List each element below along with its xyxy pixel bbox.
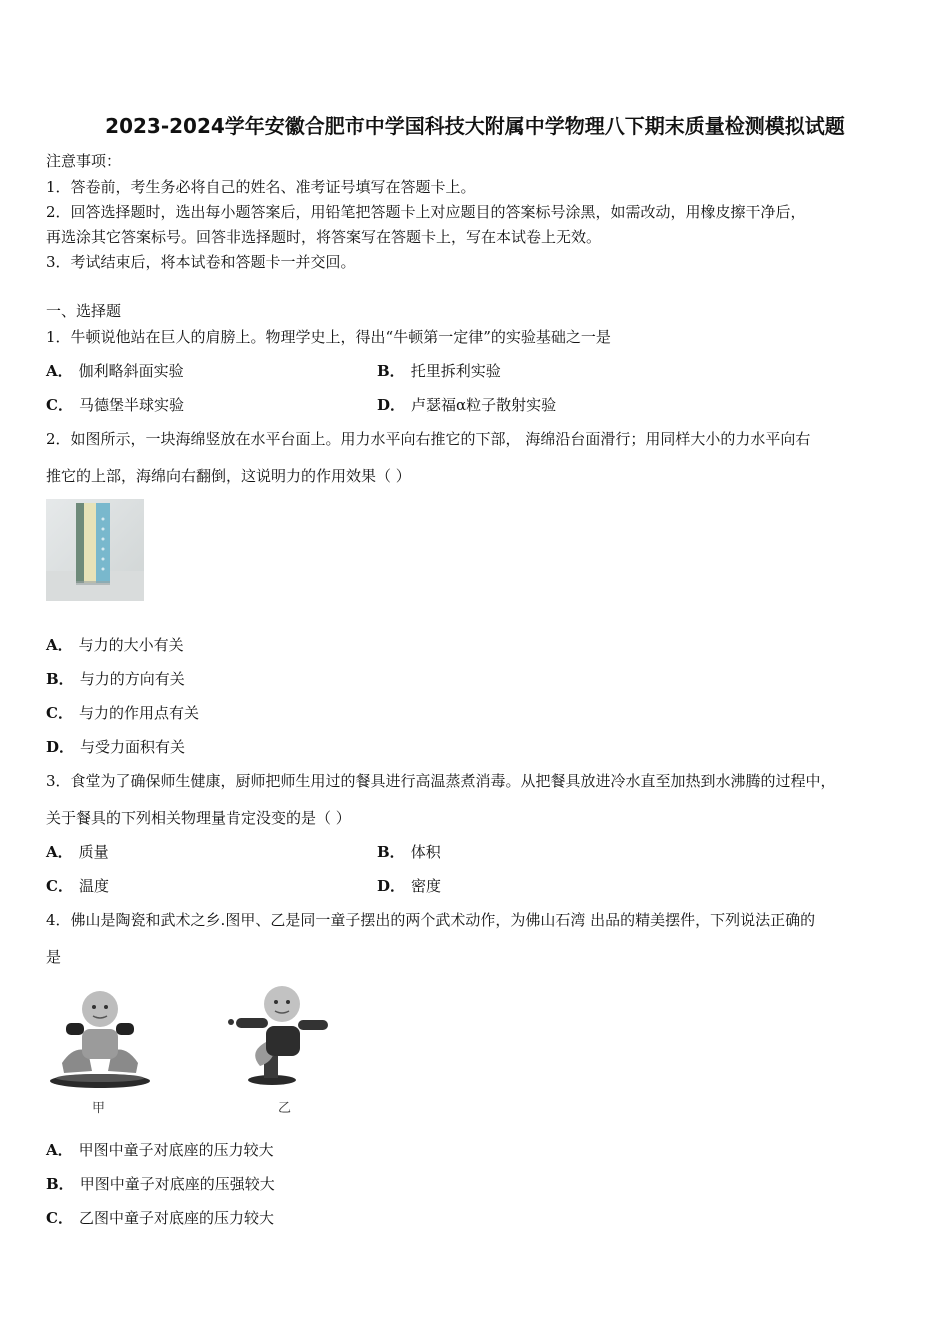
- option-label: D．: [377, 396, 406, 414]
- q4-option-c: [46, 1208, 274, 1228]
- option-label: D．: [377, 877, 406, 895]
- option-label: A．: [46, 843, 73, 861]
- notice-item: 3．考试结束后，将本试卷和答题卡一并交回。: [46, 253, 356, 271]
- option-text: 密度: [411, 877, 442, 895]
- option-label: C．: [46, 1209, 73, 1227]
- option-label: A．: [46, 1141, 73, 1159]
- q3-option-d: [377, 876, 441, 896]
- figure-jia-figurine: [44, 985, 154, 1095]
- option-text: 甲图中童子对底座的压强较大: [79, 1175, 275, 1193]
- figure-yi-figurine: [226, 982, 338, 1092]
- question-2-stem-cont: 推它的上部，海绵向右翻倒，这说明力的作用效果（ ）: [46, 467, 411, 485]
- option-text: 与力的大小有关: [78, 636, 184, 654]
- notice-item: 2．回答选择题时，选出每小题答案后，用铅笔把答题卡上对应题目的答案标号涂黑，如需改动，用橡皮擦干净后，: [46, 203, 806, 221]
- option-label: C．: [46, 877, 73, 895]
- option-text: 与力的作用点有关: [78, 704, 199, 722]
- q2-option-b: [46, 669, 185, 689]
- option-text: 体积: [410, 843, 441, 861]
- sponge-photo: [46, 499, 144, 601]
- q1-option-a: [46, 361, 184, 381]
- figure-caption-yi: 乙: [278, 1101, 292, 1116]
- option-text: 马德堡半球实验: [78, 396, 184, 414]
- option-label: B．: [377, 843, 405, 861]
- question-3-stem-cont: 关于餐具的下列相关物理量肯定没变的是（ ）: [46, 809, 351, 827]
- notice-heading: 注意事项：: [46, 152, 122, 170]
- q3-option-a: [46, 842, 109, 862]
- q1-option-d: [377, 395, 556, 415]
- option-label: A．: [46, 636, 73, 654]
- option-text: 乙图中童子对底座的压力较大: [78, 1209, 274, 1227]
- option-label: A．: [46, 362, 73, 380]
- q3-option-b: [377, 842, 441, 862]
- option-text: 托里拆利实验: [410, 362, 501, 380]
- option-label: D．: [46, 738, 75, 756]
- question-4-stem: 4．佛山是陶瓷和武术之乡.图甲、乙是同一童子摆出的两个武术动作，为佛山石湾 出品的精美摆件，下列说法正确的: [46, 911, 816, 929]
- question-2-stem: 2．如图所示，一块海绵竖放在水平台面上。用力水平向右推它的下部， 海绵沿台面滑行；用同样大小的力水平向右: [46, 430, 811, 448]
- q4-option-b: [46, 1174, 275, 1194]
- option-text: 温度: [78, 877, 109, 895]
- option-text: 甲图中童子对底座的压力较大: [78, 1141, 274, 1159]
- question-1-stem: 1．牛顿说他站在巨人的肩膀上。物理学史上，得出“牛顿第一定律”的实验基础之一是: [46, 328, 611, 346]
- question-4-stem-cont: 是: [46, 948, 62, 966]
- option-label: B．: [46, 1175, 74, 1193]
- figure-caption-jia: 甲: [92, 1101, 106, 1116]
- question-3-stem: 3．食堂为了确保师生健康，厨师把师生用过的餐具进行高温蒸煮消毒。从把餐具放进冷水直至加热到水沸腾的过程中，: [46, 772, 836, 790]
- document-title: 2023-2024学年安徽合肥市中学国科技大附属中学物理八下期末质量检测模拟试题: [105, 114, 845, 138]
- option-text: 卢瑟福α粒子散射实验: [411, 396, 557, 414]
- option-label: B．: [46, 670, 74, 688]
- option-label: B．: [377, 362, 405, 380]
- q1-option-c: [46, 395, 184, 415]
- notice-item: 再选涂其它答案标号。回答非选择题时，将答案写在答题卡上，写在本试卷上无效。: [46, 228, 602, 246]
- q1-option-b: [377, 361, 501, 381]
- option-text: 与受力面积有关: [80, 738, 186, 756]
- q2-option-d: [46, 737, 185, 757]
- section-heading: 一、选择题: [46, 302, 122, 320]
- q2-option-a: [46, 635, 184, 655]
- option-text: 质量: [78, 843, 109, 861]
- option-label: C．: [46, 396, 73, 414]
- q2-option-c: [46, 703, 199, 723]
- q4-option-a: [46, 1140, 274, 1160]
- option-label: C．: [46, 704, 73, 722]
- option-text: 与力的方向有关: [79, 670, 185, 688]
- q3-option-c: [46, 876, 109, 896]
- notice-item: 1．答卷前，考生务必将自己的姓名、准考证号填写在答题卡上。: [46, 178, 476, 196]
- option-text: 伽利略斜面实验: [78, 362, 184, 380]
